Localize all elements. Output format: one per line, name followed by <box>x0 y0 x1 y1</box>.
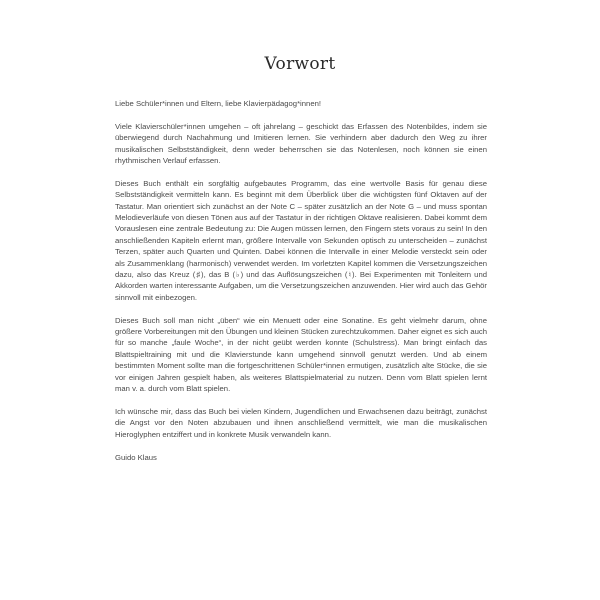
paragraph-program: Dieses Buch enthält ein sorgfältig aufgebautes Programm, das eine wertvolle Basis für genau diese Selbstständigkeit vermitteln kann. Es beginnt mit dem Überblick über die wichtigsten fünf Oktaven auf der Tastatur. Man orientiert sich zunächst an der Note C – später zusätzlich an der Note G – und muss spontan Melodieverläufe von diesen Tönen aus auf der Tastatur in der richtigen Oktave realisieren. Dabei kommt dem Vorauslesen eine zentrale Bedeutung zu: Die Augen müssen lernen, den Fingern stets voraus zu sein! In den anschließenden Kapiteln erlernt man, größere Intervalle von Sekunden optisch zu unterscheiden – zunächst Terzen, später auch Quarten und Quinten. Dabei können die Intervalle in einer Melodie versteckt sein oder als Zusammenklang (harmonisch) verwendet werden. Im vorletzten Kapitel kommen die Versetzungszeichen dazu, also das Kreuz (♯), das B (♭) und das Auflösungszeichen (♮). Bei Experimenten mit Tonleitern und Akkorden warten interessante Aufgaben, um die Versetzungszeichen anzuwenden. Hier wird auch das Gehör sinnvoll mit einbezogen. <box>115 178 487 302</box>
salutation: Liebe Schüler*innen und Eltern, liebe Klavierpädagog*innen! <box>115 99 322 108</box>
paragraph-wish: Ich wünsche mir, dass das Buch bei vielen Kindern, Jugendlichen und Erwachsenen dazu beiträgt, zunächst die Angst vor den Noten abzubauen und ihnen anschließend vermittelt, wie man die musikalischen Hieroglyphen entziffert und in konkrete Musik verwandeln kann. <box>115 406 487 439</box>
author-signature: Guido Klaus <box>115 452 157 462</box>
page-title: Vorwort <box>264 54 336 74</box>
foreword-body <box>115 98 487 474</box>
paragraph-intro: Viele Klavierschüler*innen umgehen – oft jahrelang – geschickt das Erfassen des Notenbildes, indem sie überwiegend durch Nachahmung und Imitieren lernen. Sie verhindern aber dadurch den Weg zu ihrer musikalischen Selbstständigkeit, denn weder beherrschen sie das Notenlesen, noch können sie einen rhythmischen Verlauf erfassen. <box>115 121 487 166</box>
paragraph-usage: Dieses Buch soll man nicht „üben“ wie ein Menuett oder eine Sonatine. Es geht vielmehr darum, ohne größere Vorbereitungen mit den Übungen und kleinen Stücken zurechtzukommen. Daher eignet es sich auch für so manche „faule Woche“, in der nicht geübt werden konnte (Schulstress). Man bringt einfach das Blattspieltraining mit und die Klavierstunde kann umgehend sinnvoll genutzt werden. Und ab einem bestimmten Moment sollte man die fortgeschrittenen Schüler*innen ermutigen, zusätzlich alte Stücke, die sie vor einigen Jahren gespielt haben, als weiteres Blattspielmaterial zu nutzen. Denn vom Blatt spielen lernt man v. a. durch vom Blatt spielen. <box>115 315 487 394</box>
